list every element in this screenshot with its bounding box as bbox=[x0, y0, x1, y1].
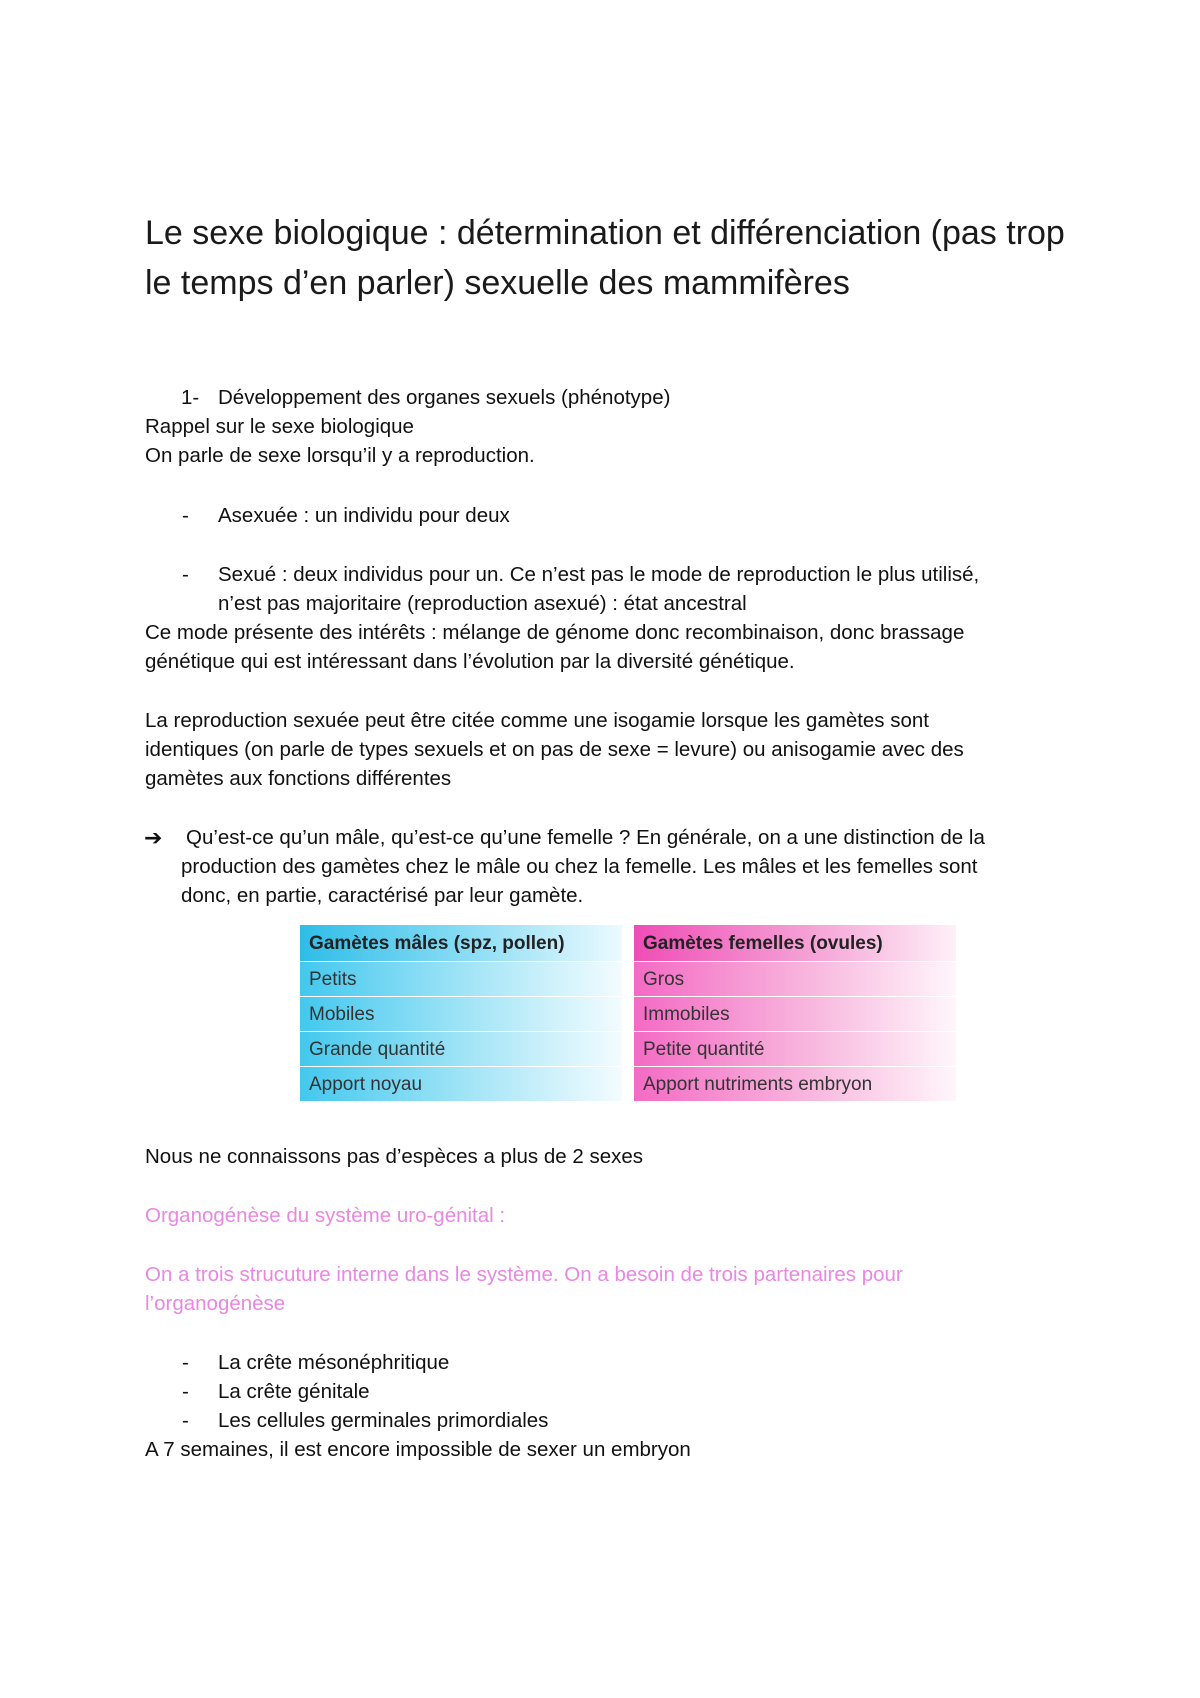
list-marker: - bbox=[182, 1409, 189, 1432]
list-marker: - bbox=[182, 1351, 189, 1374]
male-gametes-cell: Mobiles bbox=[300, 997, 622, 1032]
arrow-paragraph-line-3: donc, en partie, caractérisé par leur gamète. bbox=[181, 884, 584, 907]
list-item: La crête génitale bbox=[218, 1380, 370, 1403]
female-gametes-column bbox=[634, 925, 956, 1102]
list-marker: - bbox=[182, 563, 189, 586]
gametes-table bbox=[300, 925, 960, 1103]
paragraph-repro-line-2: identiques (on parle de types sexuels et on pas de sexe = levure) ou anisogamie avec des bbox=[145, 738, 964, 761]
list-item: Les cellules germinales primordiales bbox=[218, 1409, 549, 1432]
arrow-paragraph-line-2: production des gamètes chez le mâle ou chez la femelle. Les mâles et les femelles sont bbox=[181, 855, 978, 878]
list-item-sexue-line-2: n’est pas majoritaire (reproduction asexué) : état ancestral bbox=[218, 592, 747, 615]
arrow-paragraph-line-1: Qu’est-ce qu’un mâle, qu’est-ce qu’une femelle ? En générale, on a une distinction de la bbox=[186, 826, 985, 849]
paragraph-interets-line-1: Ce mode présente des intérêts : mélange de génome donc recombinaison, donc brassage bbox=[145, 621, 965, 644]
list-item-sexue-line-1: Sexué : deux individus pour un. Ce n’est pas le mode de reproduction le plus utilisé, bbox=[218, 563, 980, 586]
list-item: La crête mésonéphritique bbox=[218, 1351, 450, 1374]
list-item-asexuee: Asexuée : un individu pour deux bbox=[218, 504, 510, 527]
page-title: Le sexe biologique : détermination et différenciation (pas trop le temps d’en parler) sexuelle des mammifères bbox=[145, 214, 1065, 302]
male-gametes-cell: Apport noyau bbox=[300, 1067, 622, 1102]
list-marker: - bbox=[182, 1380, 189, 1403]
pink-paragraph-line-1: On a trois strucuture interne dans le système. On a besoin de trois partenaires pour bbox=[145, 1263, 903, 1286]
female-gametes-cell: Apport nutriments embryon bbox=[634, 1067, 956, 1102]
female-gametes-cell: Petite quantité bbox=[634, 1032, 956, 1067]
female-gametes-cell: Immobiles bbox=[634, 997, 956, 1032]
section-heading: Développement des organes sexuels (phénotype) bbox=[218, 386, 671, 409]
arrow-icon: ➔ bbox=[144, 825, 163, 850]
paragraph-repro-line-1: La reproduction sexuée peut être citée comme une isogamie lorsque les gamètes sont bbox=[145, 709, 930, 732]
list-marker: - bbox=[182, 504, 189, 527]
paragraph-repro-line-3: gamètes aux fonctions différentes bbox=[145, 767, 452, 790]
pink-heading: Organogénèse du système uro-génital : bbox=[145, 1204, 506, 1227]
paragraph-rappel: Rappel sur le sexe biologique bbox=[145, 415, 414, 438]
male-gametes-header: Gamètes mâles (spz, pollen) bbox=[300, 925, 622, 962]
female-gametes-cell: Gros bbox=[634, 962, 956, 997]
paragraph-interets-line-2: génétique qui est intéressant dans l’évolution par la diversité génétique. bbox=[145, 650, 795, 673]
paragraph-especes: Nous ne connaissons pas d’espèces a plus de 2 sexes bbox=[145, 1145, 644, 1168]
female-gametes-header: Gamètes femelles (ovules) bbox=[634, 925, 956, 962]
pink-paragraph-line-2: l’organogénèse bbox=[145, 1292, 286, 1315]
male-gametes-column bbox=[300, 925, 622, 1102]
paragraph-on-parle: On parle de sexe lorsqu’il y a reproduction. bbox=[145, 444, 535, 467]
male-gametes-cell: Petits bbox=[300, 962, 622, 997]
section-number: 1- bbox=[181, 386, 200, 409]
male-gametes-cell: Grande quantité bbox=[300, 1032, 622, 1067]
paragraph-final: A 7 semaines, il est encore impossible de sexer un embryon bbox=[145, 1438, 691, 1461]
